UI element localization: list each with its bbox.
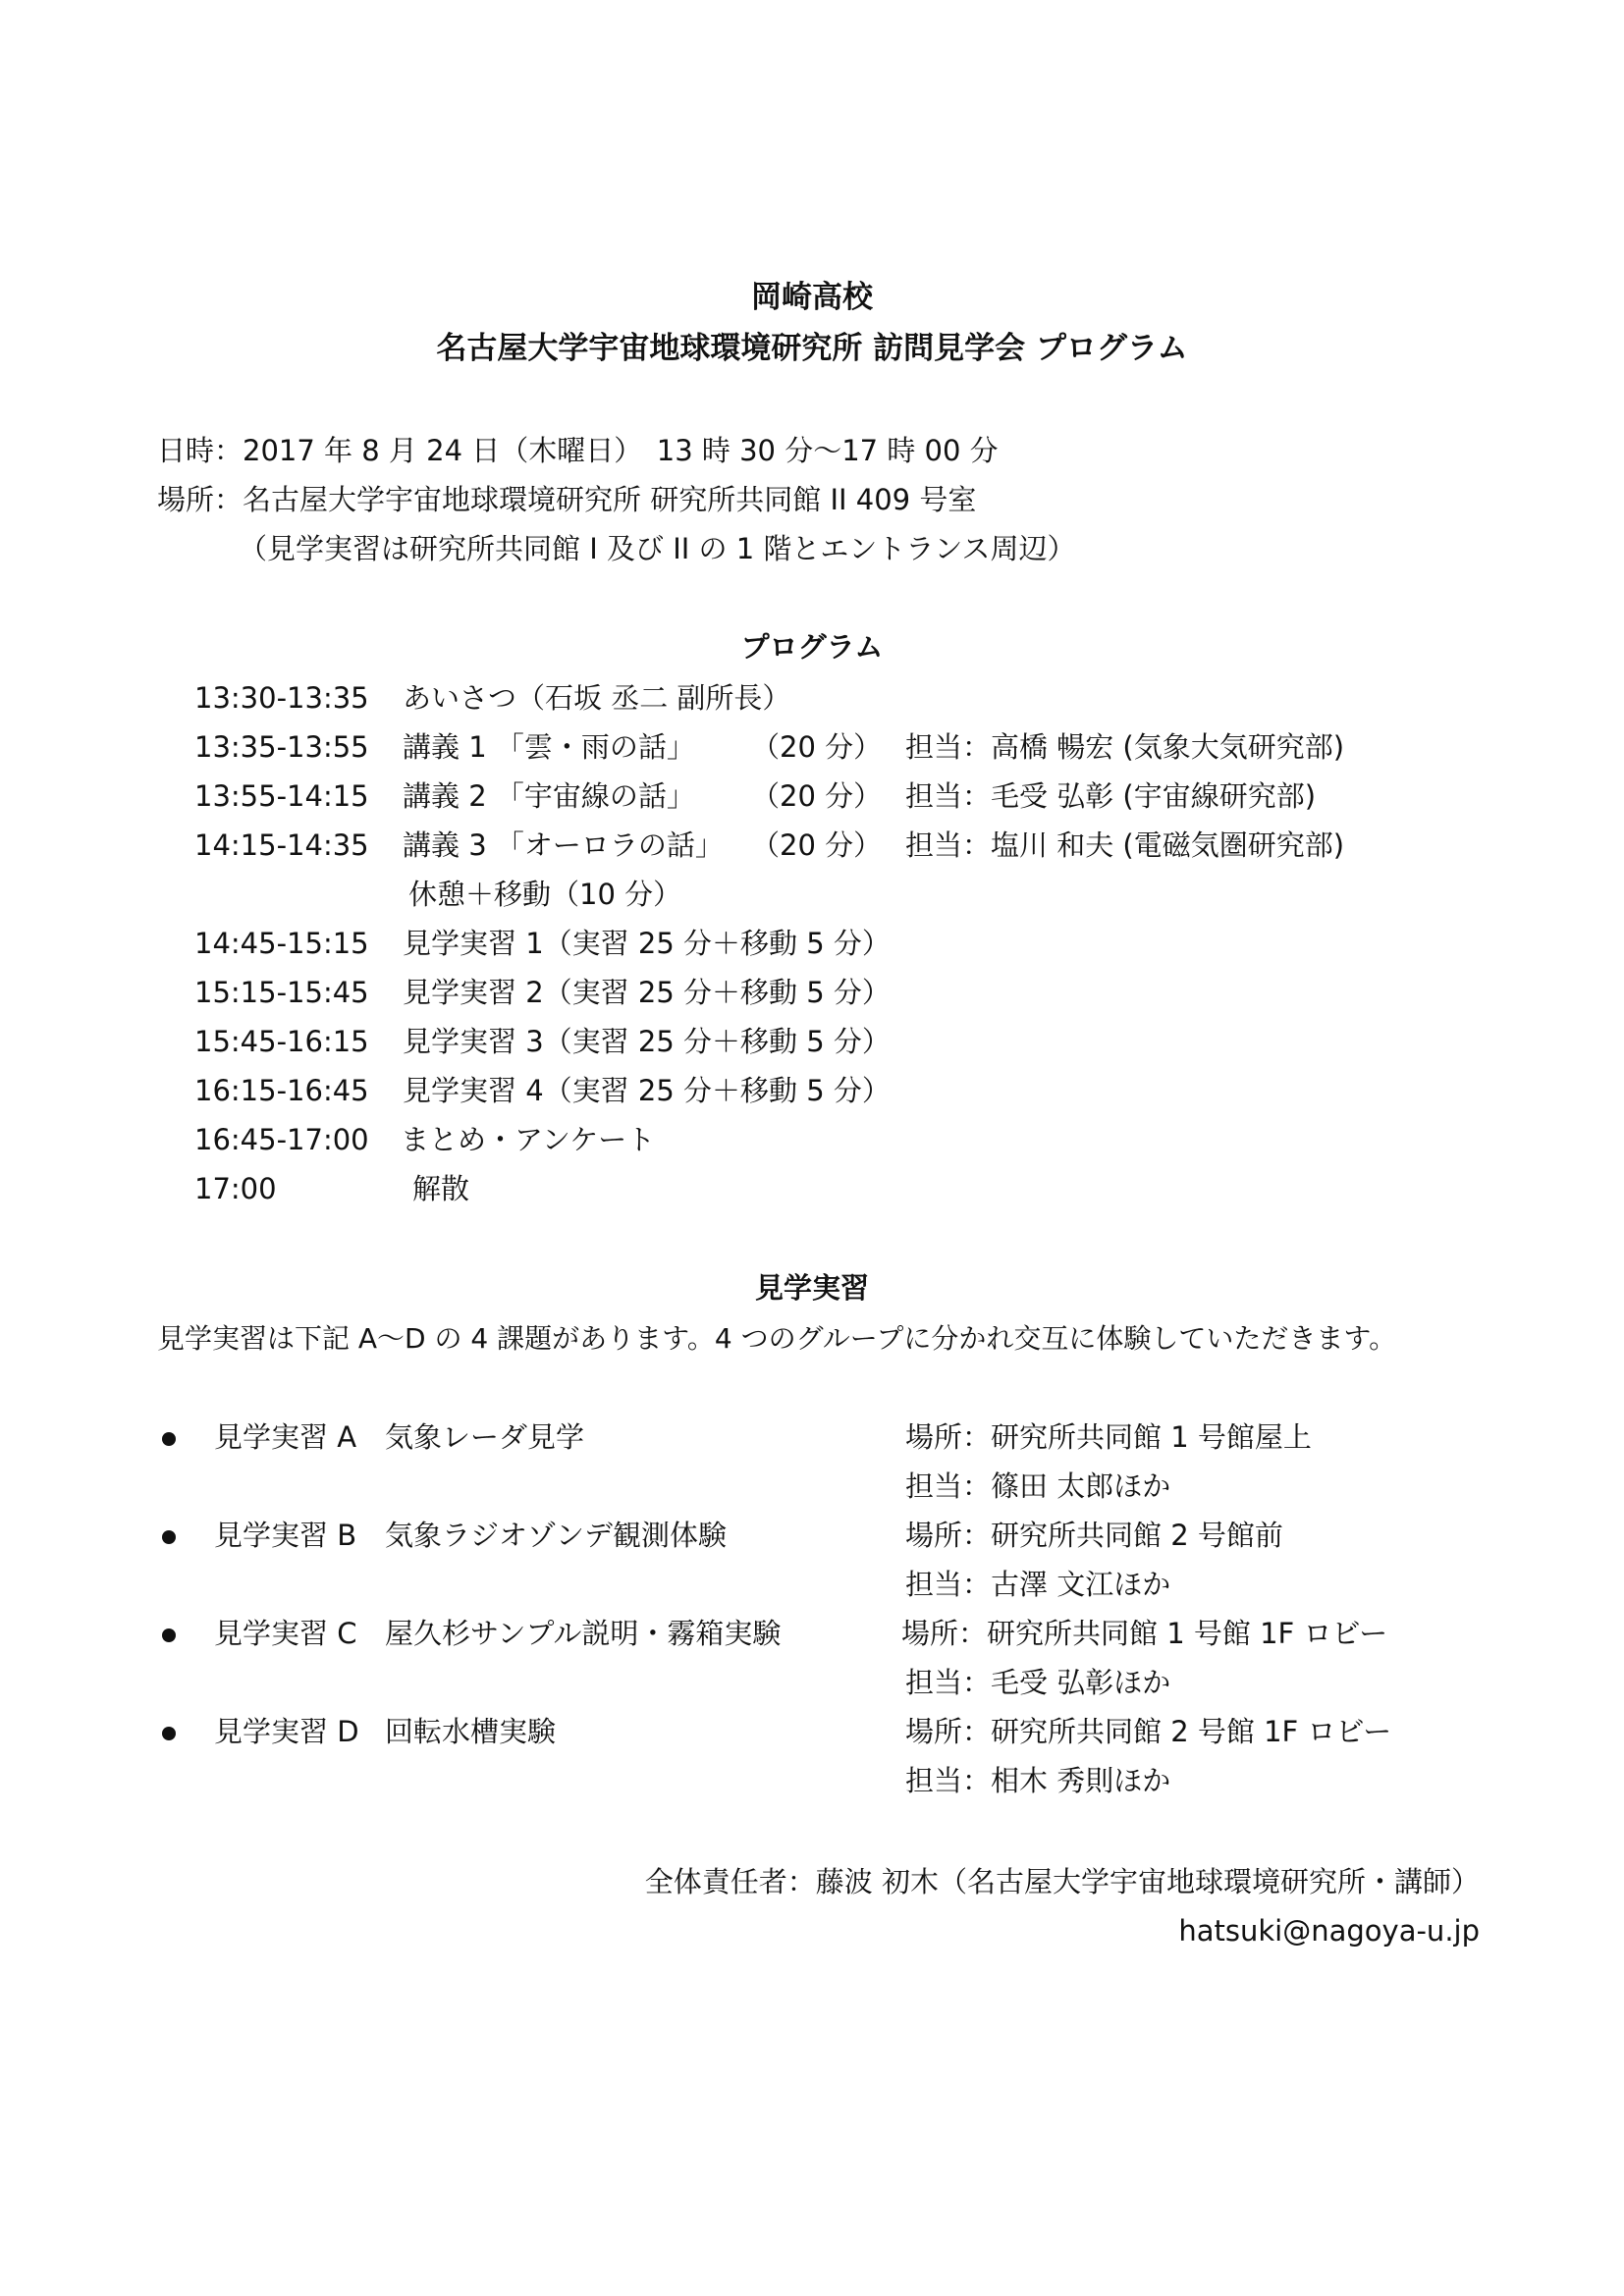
program-heading: プログラム	[740, 630, 884, 664]
practice-label: 見学実習 B	[214, 1519, 357, 1552]
date-line: 日時：2017 年 8 月 24 日（木曜日） 13 時 30 分～17 時 00 分	[157, 434, 999, 467]
program-duration: （20 分）	[751, 779, 883, 813]
practice-title: 気象ラジオゾンデ観測体験	[385, 1519, 728, 1552]
school-name: 岡崎高校	[751, 280, 873, 315]
responsible-person: 全体責任者：藤波 初木（名古屋大学宇宙地球環境研究所・講師）	[644, 1865, 1480, 1898]
practice-title: 回転水槽実験	[385, 1715, 557, 1748]
practice-staff: 担当：篠田 太郎ほか	[905, 1469, 1171, 1503]
bullet-icon	[162, 1530, 176, 1544]
page-title: 名古屋大学宇宙地球環境研究所 訪問見学会 プログラム	[436, 331, 1188, 366]
practice-staff: 担当：相木 秀則ほか	[905, 1764, 1171, 1797]
program-content: 見学実習 4（実習 25 分＋移動 5 分）	[403, 1074, 891, 1107]
practice-place: 場所：研究所共同館 1 号館 1F ロビー	[901, 1617, 1388, 1650]
program-content: 休憩＋移動（10 分）	[408, 878, 682, 911]
program-person: 担当：高橋 暢宏 (気象大気研究部)	[905, 730, 1345, 764]
practice-label: 見学実習 D	[214, 1715, 359, 1748]
practice-heading: 見学実習	[754, 1271, 869, 1305]
program-time: 16:15-16:45	[194, 1074, 369, 1107]
program-person: 担当：塩川 和夫 (電磁気圏研究部)	[905, 828, 1345, 862]
bullet-icon	[162, 1432, 176, 1446]
place-line: 場所：名古屋大学宇宙地球環境研究所 研究所共同館 II 409 号室	[157, 483, 977, 516]
program-content: 講義 1 「雲・雨の話」	[403, 730, 695, 764]
program-content: 講義 2 「宇宙線の話」	[403, 779, 695, 813]
program-duration: （20 分）	[751, 828, 883, 862]
place-note: （見学実習は研究所共同館 I 及び II の 1 階とエントランス周辺）	[239, 532, 1076, 565]
program-content: 見学実習 3（実習 25 分＋移動 5 分）	[403, 1025, 891, 1058]
program-content: あいさつ（石坂 丞二 副所長）	[403, 681, 791, 715]
program-time: 15:15-15:45	[194, 976, 369, 1009]
practice-label: 見学実習 C	[214, 1617, 357, 1650]
program-time: 14:15-14:35	[194, 828, 369, 862]
program-time: 16:45-17:00	[194, 1123, 369, 1156]
program-time: 15:45-16:15	[194, 1025, 369, 1058]
practice-intro: 見学実習は下記 A～D の 4 課題があります。4 つのグループに分かれ交互に体験していただきます。	[157, 1322, 1397, 1355]
practice-title: 気象レーダ見学	[385, 1420, 585, 1454]
program-time: 13:35-13:55	[194, 730, 369, 764]
program-time: 17:00	[194, 1172, 277, 1205]
program-person: 担当：毛受 弘彰 (宇宙線研究部)	[905, 779, 1317, 813]
practice-staff: 担当：毛受 弘彰ほか	[905, 1666, 1171, 1699]
program-time: 13:55-14:15	[194, 779, 369, 813]
contact-email[interactable]: hatsuki@nagoya-u.jp	[1178, 1914, 1480, 1948]
practice-label: 見学実習 A	[214, 1420, 357, 1454]
program-time: 13:30-13:35	[194, 681, 369, 715]
program-duration: （20 分）	[751, 730, 883, 764]
program-content: 解散	[412, 1172, 470, 1205]
bullet-icon	[162, 1727, 176, 1740]
practice-place: 場所：研究所共同館 1 号館屋上	[905, 1420, 1312, 1454]
program-content: 講義 3 「オーロラの話」	[403, 828, 724, 862]
program-time: 14:45-15:15	[194, 927, 369, 960]
program-content: 見学実習 2（実習 25 分＋移動 5 分）	[403, 976, 891, 1009]
program-content: 見学実習 1（実習 25 分＋移動 5 分）	[403, 927, 891, 960]
program-content: まとめ・アンケート	[401, 1123, 656, 1156]
practice-title: 屋久杉サンプル説明・霧箱実験	[385, 1617, 782, 1650]
practice-place: 場所：研究所共同館 2 号館前	[905, 1519, 1283, 1552]
bullet-icon	[162, 1629, 176, 1642]
practice-staff: 担当：古澤 文江ほか	[905, 1568, 1171, 1601]
practice-place: 場所：研究所共同館 2 号館 1F ロビー	[905, 1715, 1392, 1748]
